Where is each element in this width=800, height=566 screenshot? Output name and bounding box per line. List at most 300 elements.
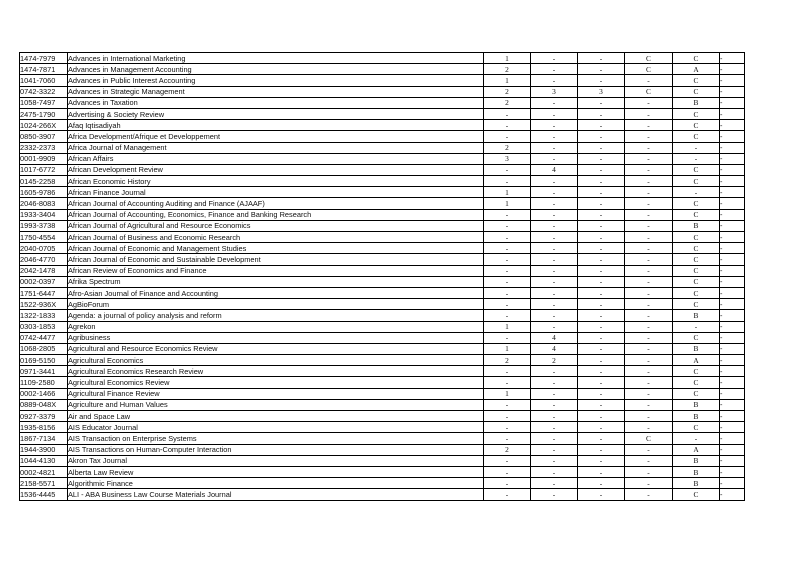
rating-cell-2: - [531,287,578,298]
table-body [20,53,745,501]
rating-cell-1: 1 [484,321,531,332]
rating-cell-1: - [484,366,531,377]
rating-cell-3: - [578,466,625,477]
rating-cell-6: - [720,332,745,343]
issn-cell: 1109-2580 [20,377,68,388]
table-row [20,265,745,276]
rating-cell-6: - [720,131,745,142]
issn-cell: 2332-2373 [20,142,68,153]
rating-cell-2: - [531,489,578,500]
journal-title-cell: African Review of Economics and Finance [68,265,484,276]
rating-cell-4: - [625,232,673,243]
rating-cell-4: - [625,411,673,422]
table-row [20,232,745,243]
rating-cell-6: - [720,86,745,97]
journal-title-cell: African Journal of Business and Economic Research [68,232,484,243]
rating-cell-5: C [673,276,720,287]
rating-cell-2: - [531,198,578,209]
rating-cell-4: - [625,455,673,466]
rating-cell-3: - [578,265,625,276]
rating-cell-3: - [578,455,625,466]
rating-cell-6: - [720,75,745,86]
rating-cell-3: - [578,299,625,310]
rating-cell-5: C [673,388,720,399]
rating-cell-3: - [578,433,625,444]
rating-cell-1: - [484,422,531,433]
issn-cell: 1536-4445 [20,489,68,500]
rating-cell-1: - [484,254,531,265]
rating-cell-5: C [673,287,720,298]
rating-cell-2: - [531,187,578,198]
issn-cell: 0145-2258 [20,176,68,187]
rating-cell-6: - [720,97,745,108]
rating-cell-5: C [673,198,720,209]
rating-cell-3: - [578,478,625,489]
rating-cell-6: - [720,377,745,388]
rating-cell-1: 2 [484,142,531,153]
rating-cell-6: - [720,455,745,466]
journal-title-cell: Agrekon [68,321,484,332]
rating-cell-3: - [578,120,625,131]
rating-cell-4: - [625,254,673,265]
rating-cell-2: - [531,209,578,220]
rating-cell-5: C [673,377,720,388]
rating-cell-3: - [578,209,625,220]
table-row [20,377,745,388]
rating-cell-3: - [578,187,625,198]
rating-cell-2: - [531,466,578,477]
rating-cell-6: - [720,276,745,287]
rating-cell-2: - [531,243,578,254]
rating-cell-1: - [484,220,531,231]
rating-cell-6: - [720,243,745,254]
rating-cell-2: 3 [531,86,578,97]
rating-cell-4: - [625,422,673,433]
rating-cell-5: C [673,53,720,64]
table-row [20,153,745,164]
rating-cell-5: C [673,422,720,433]
issn-cell: 1044-4130 [20,455,68,466]
rating-cell-1: 2 [484,97,531,108]
rating-cell-3: - [578,332,625,343]
table-row [20,444,745,455]
rating-cell-1: - [484,265,531,276]
rating-cell-5: B [673,466,720,477]
rating-cell-2: - [531,422,578,433]
rating-cell-1: 1 [484,343,531,354]
rating-cell-5: A [673,444,720,455]
journal-title-cell: Afro-Asian Journal of Finance and Accounting [68,287,484,298]
journal-title-cell: Agriculture and Human Values [68,399,484,410]
rating-cell-3: - [578,489,625,500]
rating-cell-5: C [673,243,720,254]
issn-cell: 1522-936X [20,299,68,310]
journal-title-cell: African Journal of Economic and Sustainable Development [68,254,484,265]
journal-title-cell: Africa Development/Afrique et Developpement [68,131,484,142]
rating-cell-3: - [578,220,625,231]
rating-cell-1: 2 [484,355,531,366]
issn-cell: 1751-6447 [20,287,68,298]
rating-cell-4: - [625,399,673,410]
rating-cell-5: C [673,232,720,243]
rating-cell-2: - [531,232,578,243]
table-row [20,142,745,153]
rating-cell-2: 4 [531,343,578,354]
issn-cell: 1068-2805 [20,343,68,354]
rating-cell-2: - [531,276,578,287]
issn-cell: 0002-4821 [20,466,68,477]
rating-cell-4: C [625,433,673,444]
issn-cell: 0971-3441 [20,366,68,377]
rating-cell-6: - [720,176,745,187]
rating-cell-6: - [720,220,745,231]
rating-cell-2: - [531,444,578,455]
rating-cell-3: - [578,366,625,377]
rating-cell-2: - [531,97,578,108]
rating-cell-1: - [484,399,531,410]
rating-cell-3: - [578,198,625,209]
rating-cell-4: - [625,176,673,187]
rating-cell-4: - [625,276,673,287]
rating-cell-4: - [625,265,673,276]
rating-cell-1: - [484,176,531,187]
rating-cell-5: B [673,220,720,231]
issn-cell: 0002-0397 [20,276,68,287]
rating-cell-4: - [625,478,673,489]
rating-cell-3: - [578,53,625,64]
rating-cell-5: C [673,332,720,343]
rating-cell-6: - [720,355,745,366]
journal-title-cell: Afrika Spectrum [68,276,484,287]
rating-cell-6: - [720,433,745,444]
rating-cell-5: B [673,399,720,410]
table-row [20,321,745,332]
rating-cell-3: - [578,310,625,321]
rating-cell-4: - [625,444,673,455]
rating-cell-5: B [673,97,720,108]
rating-cell-3: - [578,399,625,410]
issn-cell: 0742-3322 [20,86,68,97]
rating-cell-5: B [673,310,720,321]
rating-cell-2: - [531,299,578,310]
rating-cell-6: - [720,321,745,332]
issn-cell: 0889-048X [20,399,68,410]
issn-cell: 1041-7060 [20,75,68,86]
table-row [20,478,745,489]
issn-cell: 1322-1833 [20,310,68,321]
rating-cell-6: - [720,366,745,377]
rating-cell-1: 1 [484,187,531,198]
table-row [20,108,745,119]
rating-cell-6: - [720,343,745,354]
journal-title-cell: Akron Tax Journal [68,455,484,466]
issn-cell: 1933-3404 [20,209,68,220]
journal-title-cell: Agricultural Economics Research Review [68,366,484,377]
rating-cell-3: - [578,75,625,86]
issn-cell: 2040-0705 [20,243,68,254]
rating-cell-5: - [673,433,720,444]
issn-cell: 0742-4477 [20,332,68,343]
rating-cell-1: 2 [484,444,531,455]
rating-cell-4: - [625,120,673,131]
rating-cell-6: - [720,287,745,298]
rating-cell-1: - [484,276,531,287]
rating-cell-3: - [578,108,625,119]
journal-title-cell: African Finance Journal [68,187,484,198]
rating-cell-1: 1 [484,53,531,64]
journal-title-cell: Agricultural Finance Review [68,388,484,399]
table-row [20,243,745,254]
journal-title-cell: Agricultural Economics Review [68,377,484,388]
rating-cell-3: - [578,232,625,243]
table-row [20,489,745,500]
rating-cell-4: - [625,377,673,388]
journal-title-cell: Advances in International Marketing [68,53,484,64]
journal-title-cell: AgBioForum [68,299,484,310]
rating-cell-5: C [673,176,720,187]
issn-cell: 1474-7979 [20,53,68,64]
rating-cell-4: C [625,53,673,64]
table-row [20,332,745,343]
rating-cell-5: A [673,64,720,75]
rating-cell-3: 3 [578,86,625,97]
table-row [20,220,745,231]
rating-cell-6: - [720,265,745,276]
rating-cell-3: - [578,276,625,287]
rating-cell-5: C [673,265,720,276]
rating-cell-5: - [673,153,720,164]
rating-cell-5: C [673,164,720,175]
rating-cell-1: - [484,310,531,321]
rating-cell-5: B [673,411,720,422]
issn-cell: 0927-3379 [20,411,68,422]
journal-title-cell: Agenda: a journal of policy analysis and reform [68,310,484,321]
table-row [20,466,745,477]
rating-cell-2: - [531,433,578,444]
issn-cell: 1935-8156 [20,422,68,433]
issn-cell: 1993-3738 [20,220,68,231]
rating-cell-5: C [673,108,720,119]
table-row [20,299,745,310]
rating-cell-4: - [625,198,673,209]
table-row [20,131,745,142]
rating-cell-3: - [578,142,625,153]
rating-cell-4: - [625,310,673,321]
table-row [20,64,745,75]
rating-cell-6: - [720,466,745,477]
rating-cell-2: - [531,411,578,422]
journal-title-cell: Afaq Iqtisadiyah [68,120,484,131]
rating-cell-3: - [578,411,625,422]
table-row [20,343,745,354]
rating-cell-4: - [625,131,673,142]
rating-cell-4: - [625,220,673,231]
rating-cell-4: - [625,287,673,298]
rating-cell-3: - [578,343,625,354]
journal-title-cell: AIS Transactions on Human-Computer Interaction [68,444,484,455]
rating-cell-2: - [531,478,578,489]
rating-cell-3: - [578,388,625,399]
rating-cell-4: - [625,388,673,399]
journal-title-cell: AIS Transaction on Enterprise Systems [68,433,484,444]
journal-title-cell: Africa Journal of Management [68,142,484,153]
rating-cell-3: - [578,444,625,455]
rating-cell-6: - [720,310,745,321]
rating-cell-6: - [720,53,745,64]
rating-cell-6: - [720,254,745,265]
rating-cell-6: - [720,422,745,433]
rating-cell-5: C [673,209,720,220]
table-row [20,422,745,433]
rating-cell-3: - [578,97,625,108]
rating-cell-1: 2 [484,86,531,97]
rating-cell-5: C [673,131,720,142]
rating-cell-2: - [531,366,578,377]
rating-cell-2: - [531,142,578,153]
rating-cell-1: - [484,287,531,298]
rating-cell-1: - [484,433,531,444]
issn-cell: 0002-1466 [20,388,68,399]
rating-cell-6: - [720,108,745,119]
table-row [20,355,745,366]
issn-cell: 0001-9909 [20,153,68,164]
rating-cell-4: - [625,366,673,377]
issn-cell: 1944-3900 [20,444,68,455]
rating-cell-3: - [578,131,625,142]
rating-cell-5: - [673,321,720,332]
rating-cell-2: - [531,176,578,187]
rating-cell-4: - [625,243,673,254]
rating-cell-4: - [625,209,673,220]
rating-cell-4: C [625,64,673,75]
rating-cell-5: A [673,355,720,366]
rating-cell-2: - [531,75,578,86]
rating-cell-2: 2 [531,355,578,366]
table-row [20,53,745,64]
issn-cell: 2475-1790 [20,108,68,119]
table-row [20,75,745,86]
rating-cell-1: 1 [484,198,531,209]
rating-cell-4: - [625,299,673,310]
rating-cell-4: - [625,142,673,153]
rating-cell-2: - [531,399,578,410]
issn-cell: 2042-1478 [20,265,68,276]
issn-cell: 1017-6772 [20,164,68,175]
issn-cell: 2046-4770 [20,254,68,265]
issn-cell: 2158-5571 [20,478,68,489]
table-row [20,187,745,198]
journal-title-cell: Alberta Law Review [68,466,484,477]
rating-cell-6: - [720,489,745,500]
rating-cell-5: C [673,254,720,265]
journal-title-cell: African Journal of Accounting Auditing and Finance (AJAAF) [68,198,484,209]
journal-title-cell: African Development Review [68,164,484,175]
rating-cell-6: - [720,232,745,243]
table-row [20,209,745,220]
issn-cell: 1058-7497 [20,97,68,108]
journal-title-cell: African Journal of Agricultural and Resource Economics [68,220,484,231]
rating-cell-1: 3 [484,153,531,164]
rating-cell-6: - [720,198,745,209]
rating-cell-5: B [673,455,720,466]
rating-cell-6: - [720,142,745,153]
rating-cell-1: - [484,489,531,500]
issn-cell: 0303-1853 [20,321,68,332]
rating-cell-2: 4 [531,164,578,175]
rating-cell-4: - [625,75,673,86]
table-row [20,287,745,298]
rating-cell-5: C [673,86,720,97]
rating-cell-2: - [531,53,578,64]
journal-title-cell: African Affairs [68,153,484,164]
rating-cell-3: - [578,153,625,164]
rating-cell-2: - [531,108,578,119]
rating-cell-5: C [673,489,720,500]
rating-cell-1: - [484,164,531,175]
journal-ranking-table [19,52,745,501]
issn-cell: 1750-4554 [20,232,68,243]
table-row [20,366,745,377]
rating-cell-2: 4 [531,332,578,343]
journal-title-cell: Advertising & Society Review [68,108,484,119]
rating-cell-2: - [531,388,578,399]
rating-cell-4: C [625,86,673,97]
rating-cell-3: - [578,377,625,388]
rating-cell-5: C [673,299,720,310]
table-row [20,254,745,265]
journal-title-cell: AIS Educator Journal [68,422,484,433]
rating-cell-5: C [673,366,720,377]
journal-title-cell: Agribusiness [68,332,484,343]
journal-title-cell: African Journal of Accounting, Economics, Finance and Banking Research [68,209,484,220]
table-row [20,433,745,444]
rating-cell-1: - [484,131,531,142]
rating-cell-2: - [531,265,578,276]
rating-cell-6: - [720,388,745,399]
rating-cell-6: - [720,64,745,75]
table-row [20,388,745,399]
issn-cell: 0850-3907 [20,131,68,142]
rating-cell-4: - [625,153,673,164]
rating-cell-3: - [578,422,625,433]
table-row [20,411,745,422]
journal-title-cell: ALI - ABA Business Law Course Materials Journal [68,489,484,500]
rating-cell-2: - [531,254,578,265]
rating-cell-1: - [484,108,531,119]
rating-cell-6: - [720,299,745,310]
issn-cell: 2046-8083 [20,198,68,209]
rating-cell-1: 2 [484,64,531,75]
journal-title-cell: African Economic History [68,176,484,187]
rating-cell-3: - [578,321,625,332]
table-row [20,399,745,410]
rating-cell-1: 1 [484,75,531,86]
rating-cell-1: - [484,466,531,477]
rating-cell-1: 1 [484,388,531,399]
rating-cell-6: - [720,478,745,489]
rating-cell-4: - [625,164,673,175]
rating-cell-6: - [720,399,745,410]
rating-cell-3: - [578,243,625,254]
issn-cell: 1024-266X [20,120,68,131]
rating-cell-6: - [720,411,745,422]
rating-cell-2: - [531,131,578,142]
rating-cell-5: C [673,75,720,86]
rating-cell-3: - [578,64,625,75]
rating-cell-4: - [625,187,673,198]
rating-cell-2: - [531,377,578,388]
rating-cell-4: - [625,489,673,500]
